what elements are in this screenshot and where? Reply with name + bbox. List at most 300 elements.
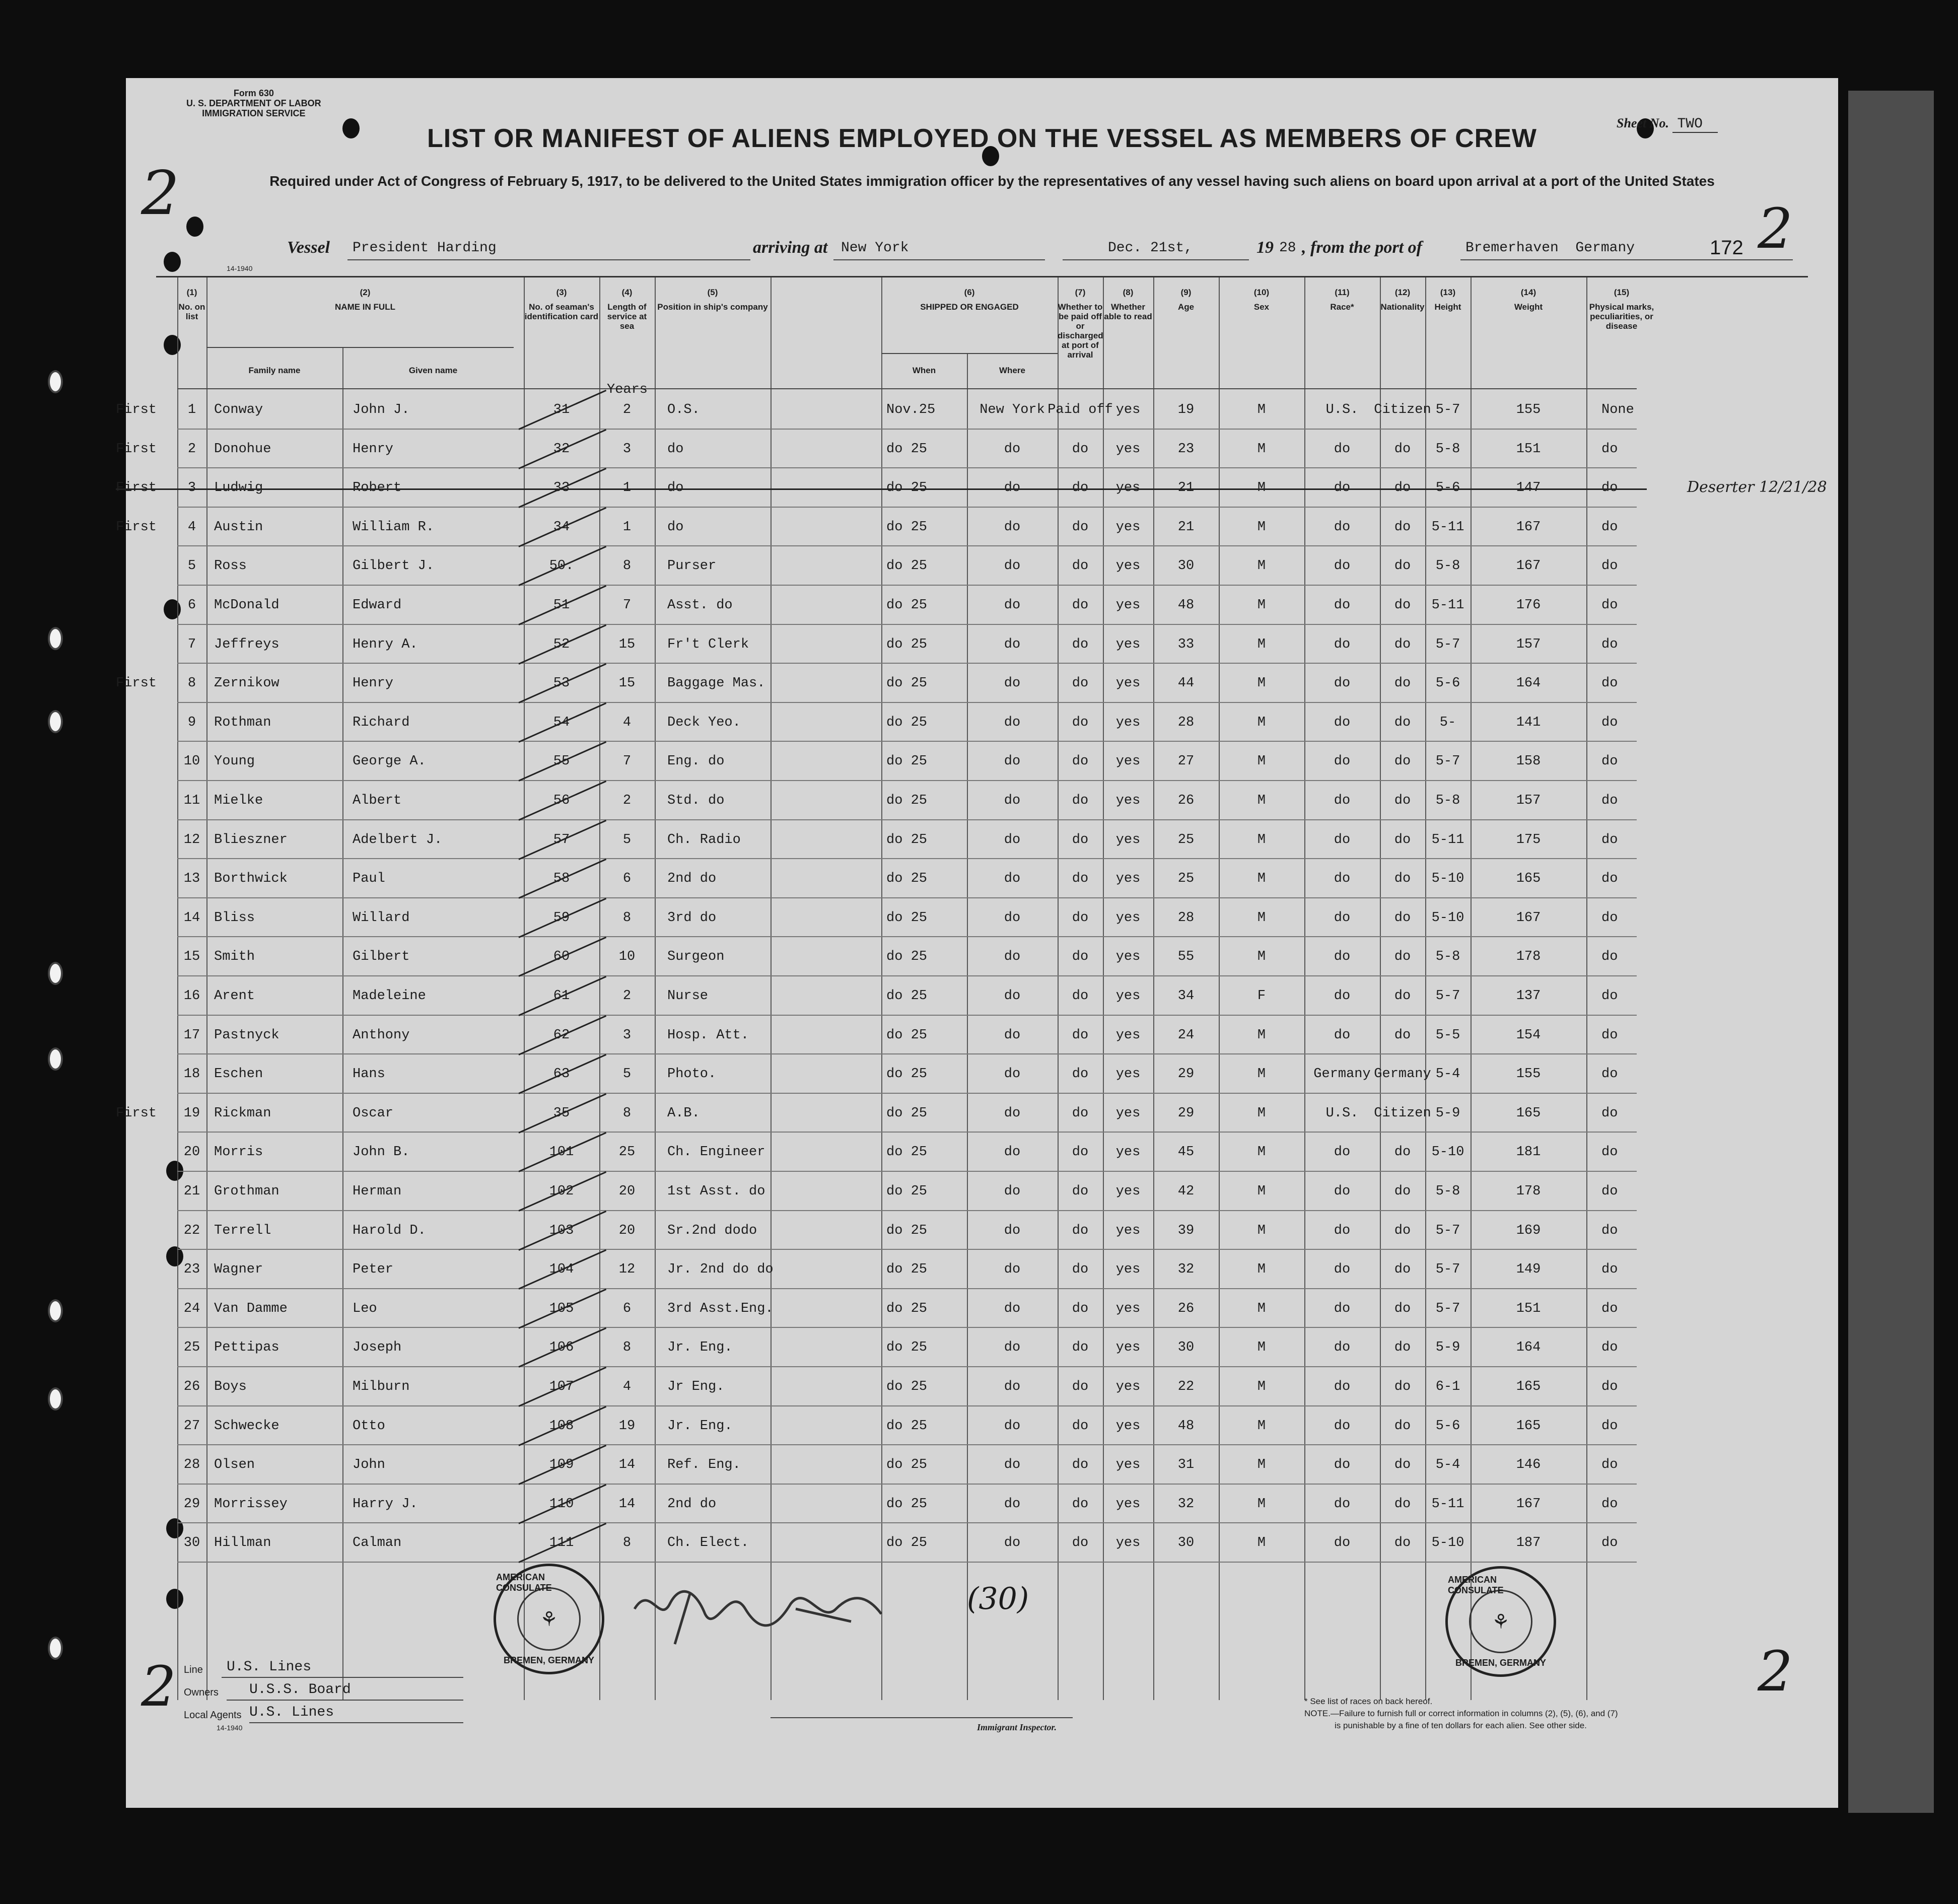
row-rule	[177, 1171, 1637, 1172]
shipped-where: do	[1004, 480, 1021, 496]
sex: M	[1257, 1379, 1266, 1394]
age: 25	[1177, 832, 1195, 848]
nationality: Germany	[1374, 1067, 1431, 1082]
row-number: 7	[187, 637, 196, 652]
physical-marks: do	[1601, 949, 1618, 965]
row-number: 17	[183, 1027, 200, 1043]
row-number: 6	[187, 598, 196, 613]
col-weight-number: (14)	[1520, 288, 1536, 297]
physical-marks: do	[1601, 1496, 1618, 1512]
family-name: Ross	[214, 558, 247, 574]
age: 42	[1177, 1184, 1195, 1199]
service-years: 3	[622, 1027, 632, 1043]
check-mark	[518, 1405, 606, 1446]
check-mark	[518, 1171, 606, 1212]
sex: M	[1257, 1535, 1266, 1551]
shipped-where: do	[1004, 1496, 1021, 1512]
vessel-label: Vessel	[287, 238, 330, 257]
col-height-number: (13)	[1440, 288, 1456, 297]
card-number: 59	[553, 910, 570, 926]
row-rule	[177, 429, 1637, 430]
able-to-read: yes	[1115, 1496, 1141, 1512]
height: 5-10	[1431, 871, 1464, 887]
card-number: 35	[553, 1105, 570, 1121]
height: 5-10	[1431, 1145, 1464, 1160]
nationality: do	[1394, 1496, 1411, 1512]
weight: 167	[1516, 1496, 1541, 1512]
shipped-when: do 25	[886, 480, 928, 496]
age: 22	[1177, 1379, 1195, 1394]
row-number: 19	[183, 1105, 200, 1121]
weight: 165	[1516, 1379, 1541, 1394]
row-rule	[177, 467, 1637, 468]
nationality: do	[1394, 1184, 1411, 1199]
height: 5-8	[1435, 441, 1460, 457]
service-years: 19	[618, 1418, 636, 1434]
able-to-read: yes	[1115, 598, 1141, 613]
card-number: 106	[549, 1340, 574, 1356]
column-rule	[206, 277, 207, 1700]
service-years: 5	[622, 1067, 632, 1082]
shipped-where: do	[1004, 1262, 1021, 1278]
col-height-label: Height	[1434, 302, 1461, 312]
row-number: 23	[183, 1262, 200, 1278]
weight: 158	[1516, 754, 1541, 769]
family-name: Morris	[214, 1145, 263, 1160]
height: 5-4	[1435, 1457, 1460, 1473]
height: 5-5	[1435, 1027, 1460, 1043]
row-number: 24	[183, 1301, 200, 1316]
service-years: 14	[618, 1496, 636, 1512]
card-number: 55	[553, 754, 570, 769]
inspector-label: Immigrant Inspector.	[977, 1722, 1057, 1732]
col-height	[1425, 288, 1471, 312]
weight: 164	[1516, 1340, 1541, 1356]
service-years: 2	[622, 793, 632, 808]
check-mark	[518, 819, 606, 860]
vessel-line	[287, 238, 330, 257]
given-name: John B.	[353, 1145, 410, 1160]
weight: 165	[1516, 1105, 1541, 1121]
paid-off: do	[1072, 793, 1089, 808]
handwritten-mark-right: 2	[1758, 196, 1793, 261]
first-trip-mark: First	[116, 676, 157, 691]
shipped-when: do 25	[886, 1027, 928, 1043]
given-name: Herman	[353, 1184, 402, 1199]
height: 5-7	[1435, 989, 1460, 1004]
row-number: 13	[183, 871, 200, 887]
race: do	[1334, 1027, 1351, 1043]
able-to-read: yes	[1115, 989, 1141, 1004]
height: 5-4	[1435, 1067, 1460, 1082]
row-number: 22	[183, 1223, 200, 1238]
given-name: Adelbert J.	[353, 832, 443, 848]
given-name: Madeleine	[353, 989, 426, 1004]
arrival-port: New York	[841, 240, 909, 256]
age: 32	[1177, 1262, 1195, 1278]
sex: M	[1257, 1145, 1266, 1160]
col-when: When	[912, 366, 936, 375]
service-years: 2	[622, 989, 632, 1004]
sheet-number	[1617, 116, 1718, 132]
row-number: 15	[183, 949, 200, 965]
binder-ring	[48, 1299, 63, 1322]
weight: 176	[1516, 598, 1541, 613]
shipped-when: do 25	[886, 910, 928, 926]
card-number: 32	[553, 441, 570, 457]
service-years: 7	[622, 754, 632, 769]
physical-marks: do	[1601, 1027, 1618, 1043]
weight: 147	[1516, 480, 1541, 496]
shipped-when: do 25	[886, 1418, 928, 1434]
column-rule	[1219, 277, 1220, 1700]
race: do	[1334, 598, 1351, 613]
binder-ring	[48, 962, 63, 985]
able-to-read: yes	[1115, 480, 1141, 496]
given-name: Edward	[353, 598, 402, 613]
row-rule	[177, 1132, 1637, 1133]
given-name: Otto	[353, 1418, 385, 1434]
height: 5-11	[1431, 519, 1464, 535]
physical-marks: do	[1601, 1535, 1618, 1551]
given-name: Gilbert J.	[353, 558, 435, 574]
given-name: Anthony	[353, 1027, 410, 1043]
row-number: 3	[187, 480, 196, 496]
position: 2nd do	[667, 871, 717, 887]
able-to-read: yes	[1115, 1105, 1141, 1121]
card-number: 101	[549, 1145, 574, 1160]
family-name: Borthwick	[214, 871, 288, 887]
age: 21	[1177, 519, 1195, 535]
row-number: 9	[187, 715, 196, 730]
position: Asst. do	[667, 598, 733, 613]
race: do	[1334, 1262, 1351, 1278]
position: Fr't Clerk	[667, 637, 749, 652]
shipped-where: do	[1004, 832, 1021, 848]
sex: M	[1257, 598, 1266, 613]
position: do	[667, 519, 684, 535]
check-mark	[518, 1015, 606, 1055]
check-mark	[518, 663, 606, 703]
sex: M	[1257, 441, 1266, 457]
position: O.S.	[667, 402, 700, 417]
seal-text: AMERICAN CONSULATE	[496, 1572, 552, 1593]
row-number: 1	[187, 402, 196, 417]
weight: 187	[1516, 1535, 1541, 1551]
shipped-when: do 25	[886, 1223, 928, 1238]
paid-off: do	[1072, 1535, 1089, 1551]
service-years: 6	[622, 871, 632, 887]
height: 5-7	[1435, 637, 1460, 652]
manifest-subtitle: Required under Act of Congress of February 5, 1917, to be delivered to the United States immigration officer by the representatives of any vessel having such aliens on board upon arrival at a port of the United States	[269, 173, 1715, 189]
paid-off: do	[1072, 715, 1089, 730]
shipped-when: do 25	[886, 519, 928, 535]
column-rule	[524, 277, 525, 1700]
sex: M	[1257, 1340, 1266, 1356]
weight: 175	[1516, 832, 1541, 848]
shipped-when: do 25	[886, 676, 928, 691]
check-mark	[518, 1289, 606, 1329]
shipped-where: do	[1004, 1067, 1021, 1082]
service-years: 20	[618, 1223, 636, 1238]
position: 3rd do	[667, 910, 717, 926]
family-name: Olsen	[214, 1457, 255, 1473]
row-number: 2	[187, 441, 196, 457]
race: do	[1334, 441, 1351, 457]
height: 5-10	[1431, 1535, 1464, 1551]
position: Sr.2nd dodo	[667, 1223, 757, 1238]
service-years: 1	[622, 519, 632, 535]
check-mark	[518, 468, 606, 508]
row-rule	[177, 1444, 1637, 1445]
nationality: do	[1394, 871, 1411, 887]
shipped-when: do 25	[886, 1496, 928, 1512]
height: 5-8	[1435, 558, 1460, 574]
row-number: 12	[183, 832, 200, 848]
paid-off: do	[1072, 871, 1089, 887]
line-value: U.S. Lines	[227, 1659, 312, 1675]
check-mark	[518, 429, 606, 469]
age: 27	[1177, 754, 1195, 769]
weight: 178	[1516, 949, 1541, 965]
header-rule	[206, 347, 514, 348]
paid-off: do	[1072, 441, 1089, 457]
nationality: do	[1394, 598, 1411, 613]
nationality: do	[1394, 793, 1411, 808]
physical-marks: do	[1601, 1379, 1618, 1394]
col-marks-number: (15)	[1614, 288, 1630, 297]
shipped-where: do	[1004, 1145, 1021, 1160]
service-years: 5	[622, 832, 632, 848]
nationality: do	[1394, 1262, 1411, 1278]
row-rule	[177, 663, 1637, 664]
sex: M	[1257, 1457, 1266, 1473]
service-years: 8	[622, 1105, 632, 1121]
nationality: do	[1394, 676, 1411, 691]
race: do	[1334, 1145, 1351, 1160]
age: 29	[1177, 1067, 1195, 1082]
date-underline	[1063, 259, 1249, 260]
col-nationality-label: Nationality	[1380, 302, 1425, 312]
physical-marks: do	[1601, 1301, 1618, 1316]
family-name: Arent	[214, 989, 255, 1004]
card-number: 103	[549, 1223, 574, 1238]
able-to-read: yes	[1115, 1340, 1141, 1356]
weight: 167	[1516, 519, 1541, 535]
arrival-date: Dec. 21st,	[1108, 240, 1193, 256]
paid-off: do	[1072, 637, 1089, 652]
card-number: 34	[553, 519, 570, 535]
shipped-where: do	[1004, 1535, 1021, 1551]
col-read-number: (8)	[1123, 288, 1134, 297]
service-years: 4	[622, 1379, 632, 1394]
handwritten-mark-bottom-right: 2	[1758, 1639, 1793, 1704]
physical-marks: do	[1601, 519, 1618, 535]
row-rule	[177, 1484, 1637, 1485]
able-to-read: yes	[1115, 1535, 1141, 1551]
given-name: Harold D.	[353, 1223, 426, 1238]
position: Ch. Engineer	[667, 1145, 765, 1160]
sex: M	[1257, 1223, 1266, 1238]
service-years: 15	[618, 676, 636, 691]
owners-underline	[227, 1700, 463, 1701]
able-to-read: yes	[1115, 676, 1141, 691]
sex: M	[1257, 1496, 1266, 1512]
col-service-label: Length of service at sea	[607, 302, 647, 331]
age: 32	[1177, 1496, 1195, 1512]
row-number: 26	[183, 1379, 200, 1394]
position: Jr Eng.	[667, 1379, 725, 1394]
service-years: 14	[618, 1457, 636, 1473]
height: 5-6	[1435, 676, 1460, 691]
paid-off: do	[1072, 1105, 1089, 1121]
from-port-underline	[1460, 259, 1793, 260]
weight: 157	[1516, 637, 1541, 652]
shipped-when: do 25	[886, 1105, 928, 1121]
nationality: Citizen	[1374, 402, 1431, 417]
sheet-number-value: TWO	[1672, 116, 1718, 133]
family-name: Wagner	[214, 1262, 263, 1278]
years-label: Years	[607, 382, 648, 397]
shipped-where: do	[1004, 1301, 1021, 1316]
age: 48	[1177, 598, 1195, 613]
age: 33	[1177, 637, 1195, 652]
row-rule	[177, 545, 1637, 546]
card-number: 102	[549, 1184, 574, 1199]
height: 5-11	[1431, 598, 1464, 613]
height: 5-7	[1435, 402, 1460, 417]
physical-marks: do	[1601, 1145, 1618, 1160]
weight: 169	[1516, 1223, 1541, 1238]
paid-off: do	[1072, 1301, 1089, 1316]
card-number: 104	[549, 1262, 574, 1278]
race: do	[1334, 910, 1351, 926]
weight: 155	[1516, 402, 1541, 417]
row-rule	[177, 1249, 1637, 1250]
row-rule	[177, 1405, 1637, 1406]
position: Ch. Radio	[667, 832, 741, 848]
card-number: 110	[549, 1496, 574, 1512]
paid-off: do	[1072, 1262, 1089, 1278]
check-mark	[518, 1327, 606, 1368]
card-number: 58	[553, 871, 570, 887]
form-small-code: 14-1940	[227, 264, 253, 272]
race: do	[1334, 1223, 1351, 1238]
row-rule	[177, 897, 1637, 898]
header-rule	[177, 388, 1637, 389]
col-name-number: (2)	[360, 288, 371, 297]
sex: M	[1257, 871, 1266, 887]
card-number: 111	[549, 1535, 574, 1551]
able-to-read: yes	[1115, 1027, 1141, 1043]
check-mark	[518, 1132, 606, 1172]
service-years: 12	[618, 1262, 636, 1278]
position: Purser	[667, 558, 717, 574]
seal-text: AMERICAN CONSULATE	[1448, 1575, 1504, 1595]
weight: 157	[1516, 793, 1541, 808]
able-to-read: yes	[1115, 402, 1141, 417]
paid-off: do	[1072, 949, 1089, 965]
seal-city: BREMEN, GERMANY	[503, 1655, 594, 1665]
row-number: 21	[183, 1184, 200, 1199]
height: 5-7	[1435, 1301, 1460, 1316]
sex: F	[1257, 989, 1266, 1004]
shipped-where: do	[1004, 1379, 1021, 1394]
paid-off: do	[1072, 1340, 1089, 1356]
shipped-when: do 25	[886, 1262, 928, 1278]
col-sex-label: Sex	[1253, 302, 1270, 312]
age: 19	[1177, 402, 1195, 417]
weight: 165	[1516, 871, 1541, 887]
shipped-when: do 25	[886, 1340, 928, 1356]
nationality: do	[1394, 1145, 1411, 1160]
weight: 141	[1516, 715, 1541, 730]
form-number: Form 630	[233, 88, 274, 98]
card-number: 109	[549, 1457, 574, 1473]
family-name: Smith	[214, 949, 255, 965]
race: do	[1334, 480, 1351, 496]
check-mark	[518, 1367, 606, 1407]
paid-off: do	[1072, 1145, 1089, 1160]
given-name: Joseph	[353, 1340, 402, 1356]
physical-marks: do	[1601, 832, 1618, 848]
able-to-read: yes	[1115, 715, 1141, 730]
physical-marks: do	[1601, 1457, 1618, 1473]
weight: 167	[1516, 910, 1541, 926]
service-years: 8	[622, 558, 632, 574]
family-name: Eschen	[214, 1067, 263, 1082]
physical-marks: do	[1601, 637, 1618, 652]
check-mark	[518, 1249, 606, 1290]
able-to-read: yes	[1115, 1301, 1141, 1316]
given-name: Oscar	[353, 1105, 394, 1121]
row-rule	[177, 1288, 1637, 1289]
race: do	[1334, 1184, 1351, 1199]
race: do	[1334, 793, 1351, 808]
binder-ring	[48, 710, 63, 733]
binder-ring	[48, 1637, 63, 1660]
shipped-where: do	[1004, 871, 1021, 887]
family-name: Pettipas	[214, 1340, 279, 1356]
col-marks-label: Physical marks, peculiarities, or disease	[1589, 302, 1654, 331]
position: Jr. 2nd do do	[667, 1262, 774, 1278]
family-name: Terrell	[214, 1223, 271, 1238]
col-nationality-number: (12)	[1394, 288, 1411, 297]
col-age-label: Age	[1177, 302, 1195, 312]
race: do	[1334, 1496, 1351, 1512]
consulate-seal-right	[1445, 1566, 1556, 1677]
shipped-where: do	[1004, 1457, 1021, 1473]
shipped-where: do	[1004, 1418, 1021, 1434]
first-trip-mark: First	[116, 480, 157, 496]
paid-off: do	[1072, 480, 1089, 496]
service-years: 7	[622, 598, 632, 613]
given-name: Albert	[353, 793, 402, 808]
given-name: Richard	[353, 715, 410, 730]
race: do	[1334, 637, 1351, 652]
row-rule	[177, 1093, 1637, 1094]
race: do	[1334, 1340, 1351, 1356]
check-mark	[518, 781, 606, 821]
footnote-penalty-2: is punishable by a fine of ten dollars for each alien. See other side.	[1335, 1721, 1587, 1730]
height: 5-7	[1435, 754, 1460, 769]
family-name: McDonald	[214, 598, 279, 613]
height: 5-	[1439, 715, 1456, 730]
handwritten-mark-left: 2	[141, 159, 180, 229]
check-mark	[518, 702, 606, 743]
check-mark	[518, 624, 606, 664]
nationality: do	[1394, 715, 1411, 730]
